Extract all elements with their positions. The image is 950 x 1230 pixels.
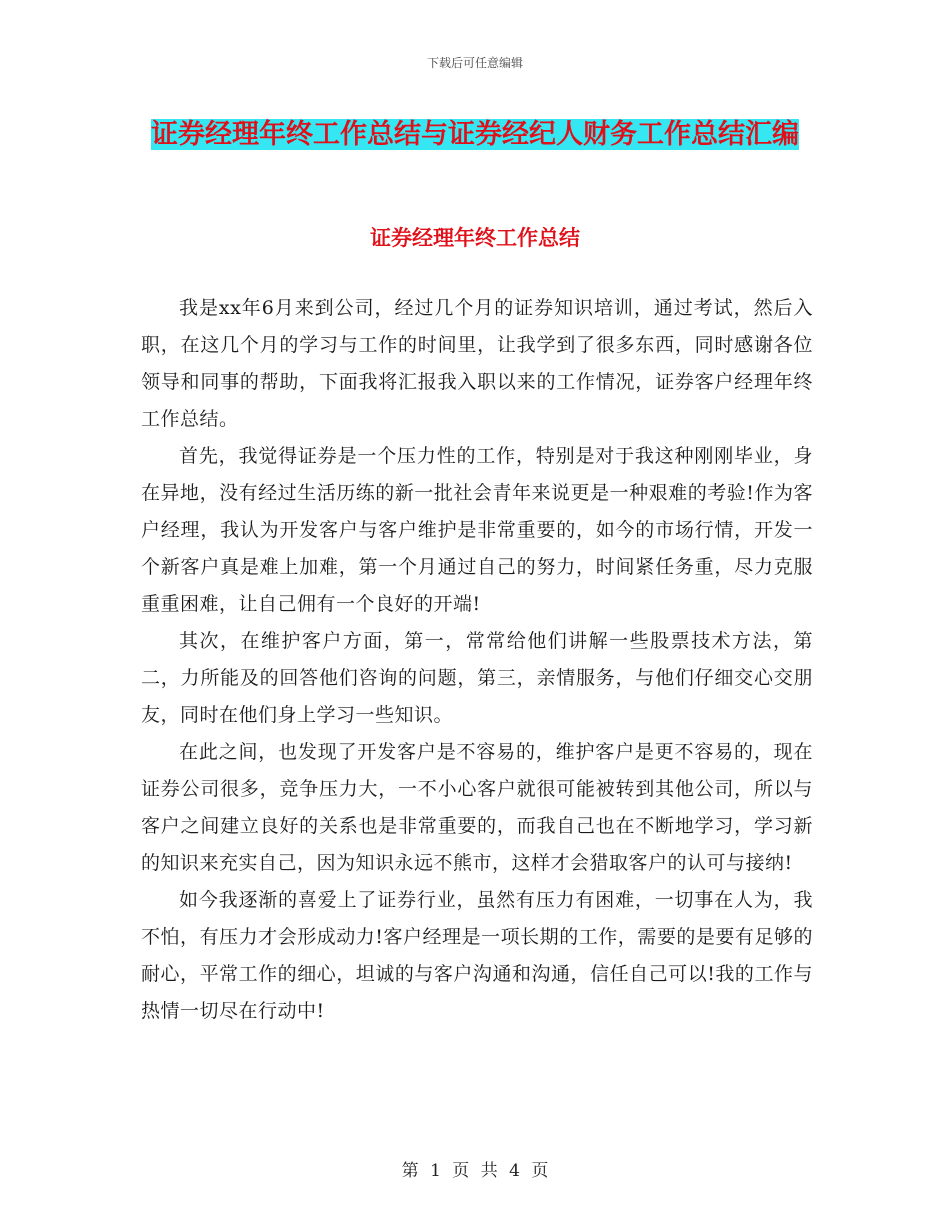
document-title [150, 112, 800, 158]
paragraph: 首先，我觉得证券是一个压力性的工作，特别是对于我这种刚刚毕业，身在异地，没有经过生活历练的新一批社会青年来说更是一种艰难的考验!作为客户经理，我认为开发客户与客户维护是非常重要的，如今的市场行情，开发一个新客户真是难上加难，第一个月通过自己的努力，时间紧任务重，尽力克服重重困难，让自己佣有一个良好的开端! [141, 445, 813, 615]
paragraph: 在此之间，也发现了开发客户是不容易的，维护客户是更不容易的，现在证券公司很多，竞争压力大，一不小心客户就很可能被转到其他公司，所以与客户之间建立良好的关系也是非常重要的，而我自己也在不断地学习，学习新的知识来充实自己，因为知识永远不熊市，这样才会猎取客户的认可与接纳! [141, 741, 813, 874]
paragraph: 其次，在维护客户方面，第一，常常给他们讲解一些股票技术方法，第二，力所能及的回答他们咨询的问题，第三，亲情服务，与他们仔细交心交朋友，同时在他们身上学习一些知识。 [141, 630, 813, 726]
paragraph: 如今我逐渐的喜爱上了证券行业，虽然有压力有困难，一切事在人为，我不怕，有压力才会形成动力!客户经理是一项长期的工作，需要的是要有足够的耐心，平常工作的细心，坦诚的与客户沟通和沟通，信任自己可以!我的工作与热情一切尽在行动中! [141, 889, 813, 1022]
body-text [141, 290, 813, 1030]
section-title: 证券经理年终工作总结 [370, 226, 580, 250]
page-number: 第 1 页 共 4 页 [401, 1161, 549, 1181]
document-title-text: 证券经理年终工作总结与证券经纪人财务工作总结汇编 [151, 119, 799, 150]
page-header-note: 下载后可任意编辑 [426, 56, 523, 70]
paragraph: 我是xx年6月来到公司，经过几个月的证券知识培训，通过考试，然后入职，在这几个月的学习与工作的时间里，让我学到了很多东西，同时感谢各位领导和同事的帮助，下面我将汇报我入职以来的工作情况，证券客户经理年终工作总结。 [141, 297, 813, 430]
